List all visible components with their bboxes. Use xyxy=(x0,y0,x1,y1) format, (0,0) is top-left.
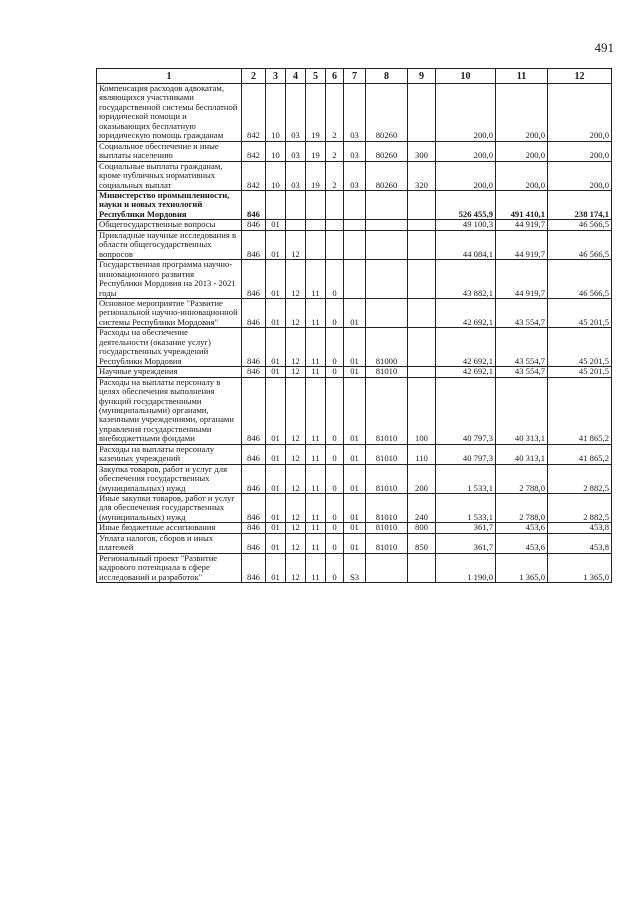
value-cell: 01 xyxy=(344,464,366,493)
row-name-cell: Социальное обеспечение и иные выплаты населению xyxy=(97,141,242,161)
value-cell: 526 455,9 xyxy=(436,190,496,219)
value-cell: 240 xyxy=(408,494,436,523)
value-cell: 846 xyxy=(242,533,266,553)
value-cell: 842 xyxy=(242,84,266,142)
value-cell: 44 084,1 xyxy=(436,230,496,259)
value-cell: 0 xyxy=(326,523,344,533)
value-cell: 0 xyxy=(326,298,344,327)
column-header: 7 xyxy=(344,69,366,84)
value-cell: 81010 xyxy=(366,444,408,464)
value-cell: 300 xyxy=(408,141,436,161)
value-cell xyxy=(408,260,436,299)
value-cell: 11 xyxy=(306,533,326,553)
value-cell: 10 xyxy=(266,161,286,190)
value-cell: 01 xyxy=(344,494,366,523)
value-cell: 01 xyxy=(344,444,366,464)
value-cell xyxy=(306,220,326,230)
table-row xyxy=(97,494,612,523)
value-cell: 42 692,1 xyxy=(436,367,496,377)
value-cell: 200,0 xyxy=(548,161,612,190)
value-cell xyxy=(286,220,306,230)
value-cell: 03 xyxy=(344,84,366,142)
value-cell xyxy=(366,260,408,299)
value-cell: 01 xyxy=(266,230,286,259)
value-cell: 44 919,7 xyxy=(496,220,548,230)
value-cell: 19 xyxy=(306,161,326,190)
value-cell: 19 xyxy=(306,141,326,161)
value-cell: 846 xyxy=(242,523,266,533)
table-row xyxy=(97,260,612,299)
value-cell xyxy=(408,298,436,327)
column-header: 8 xyxy=(366,69,408,84)
column-header: 6 xyxy=(326,69,344,84)
value-cell: 846 xyxy=(242,553,266,582)
page-number: 491 xyxy=(594,40,614,55)
column-header: 10 xyxy=(436,69,496,84)
value-cell: 12 xyxy=(286,494,306,523)
value-cell: 100 xyxy=(408,377,436,444)
value-cell: 12 xyxy=(286,523,306,533)
row-name-cell: Иные закупки товаров, работ и услуг для обеспечения государственных (муниципальных) нужд xyxy=(97,494,242,523)
value-cell: 846 xyxy=(242,367,266,377)
value-cell xyxy=(344,220,366,230)
value-cell: 110 xyxy=(408,444,436,464)
value-cell: 42 692,1 xyxy=(436,328,496,367)
value-cell: 01 xyxy=(266,298,286,327)
value-cell: 846 xyxy=(242,260,266,299)
value-cell: 46 566,5 xyxy=(548,260,612,299)
value-cell: 842 xyxy=(242,161,266,190)
value-cell: 12 xyxy=(286,328,306,367)
column-header: 12 xyxy=(548,69,612,84)
row-name-cell: Иные бюджетные ассигнования xyxy=(97,523,242,533)
value-cell: 01 xyxy=(344,533,366,553)
value-cell xyxy=(326,220,344,230)
value-cell: 12 xyxy=(286,260,306,299)
value-cell: 200,0 xyxy=(496,84,548,142)
value-cell: 0 xyxy=(326,377,344,444)
value-cell: 45 201,5 xyxy=(548,328,612,367)
value-cell: 800 xyxy=(408,523,436,533)
value-cell: 846 xyxy=(242,377,266,444)
value-cell: 2 882,5 xyxy=(548,464,612,493)
value-cell: 12 xyxy=(286,553,306,582)
value-cell xyxy=(306,190,326,219)
value-cell: 361,7 xyxy=(436,523,496,533)
value-cell: 19 xyxy=(306,84,326,142)
value-cell xyxy=(366,230,408,259)
value-cell: 453,8 xyxy=(548,523,612,533)
value-cell: 846 xyxy=(242,494,266,523)
value-cell: 846 xyxy=(242,464,266,493)
value-cell xyxy=(366,190,408,219)
value-cell xyxy=(408,190,436,219)
value-cell: 11 xyxy=(306,464,326,493)
value-cell: 01 xyxy=(344,523,366,533)
value-cell xyxy=(366,220,408,230)
value-cell: 41 865,2 xyxy=(548,377,612,444)
value-cell: 2 788,0 xyxy=(496,494,548,523)
column-header: 3 xyxy=(266,69,286,84)
value-cell: 2 xyxy=(326,141,344,161)
table-row xyxy=(97,84,612,142)
table-row xyxy=(97,230,612,259)
value-cell: 11 xyxy=(306,260,326,299)
value-cell xyxy=(366,553,408,582)
value-cell: 200,0 xyxy=(496,141,548,161)
value-cell: 0 xyxy=(326,367,344,377)
value-cell: 11 xyxy=(306,553,326,582)
value-cell: 12 xyxy=(286,367,306,377)
value-cell: 44 919,7 xyxy=(496,230,548,259)
column-header: 1 xyxy=(97,69,242,84)
row-name-cell: Закупка товаров, работ и услуг для обеспечения государственных (муниципальных) нужд xyxy=(97,464,242,493)
value-cell: 846 xyxy=(242,444,266,464)
value-cell: 200,0 xyxy=(436,84,496,142)
value-cell: 43 554,7 xyxy=(496,328,548,367)
value-cell: 01 xyxy=(266,444,286,464)
value-cell xyxy=(326,190,344,219)
row-name-cell: Научные учреждения xyxy=(97,367,242,377)
value-cell: 491 410,1 xyxy=(496,190,548,219)
value-cell: 81010 xyxy=(366,533,408,553)
value-cell: 81000 xyxy=(366,328,408,367)
value-cell: 846 xyxy=(242,298,266,327)
value-cell: 01 xyxy=(344,298,366,327)
row-name-cell: Государственная программа научно-инновационного развития Республики Мордовия на 2013 - 2021 годы xyxy=(97,260,242,299)
column-header: 9 xyxy=(408,69,436,84)
value-cell xyxy=(326,230,344,259)
value-cell: 12 xyxy=(286,533,306,553)
row-name-cell: Министерство промышленности, науки и новых технологий Республики Мордовия xyxy=(97,190,242,219)
column-header: 2 xyxy=(242,69,266,84)
table-row xyxy=(97,190,612,219)
value-cell xyxy=(266,190,286,219)
value-cell: 80260 xyxy=(366,84,408,142)
row-name-cell: Общегосударственные вопросы xyxy=(97,220,242,230)
value-cell xyxy=(344,190,366,219)
value-cell: 846 xyxy=(242,190,266,219)
value-cell: 45 201,5 xyxy=(548,367,612,377)
table-row xyxy=(97,444,612,464)
table-row xyxy=(97,141,612,161)
value-cell: 03 xyxy=(344,141,366,161)
value-cell: 01 xyxy=(266,260,286,299)
value-cell xyxy=(408,328,436,367)
table-row xyxy=(97,367,612,377)
value-cell: 0 xyxy=(326,444,344,464)
value-cell: 0 xyxy=(326,328,344,367)
value-cell: 200 xyxy=(408,464,436,493)
value-cell: 44 919,7 xyxy=(496,260,548,299)
value-cell: 46 566,5 xyxy=(548,220,612,230)
value-cell: 01 xyxy=(266,494,286,523)
value-cell: 81010 xyxy=(366,377,408,444)
value-cell: 842 xyxy=(242,141,266,161)
value-cell: 846 xyxy=(242,220,266,230)
value-cell: 12 xyxy=(286,377,306,444)
row-name-cell: Расходы на выплаты персоналу в целях обеспечения выполнения функций государственными (муниципальными) органами, казенными учреждениями, органами управления государственными внебюджетными фондами xyxy=(97,377,242,444)
value-cell: 0 xyxy=(326,553,344,582)
value-cell: 49 100,3 xyxy=(436,220,496,230)
value-cell: 453,6 xyxy=(496,523,548,533)
table-body xyxy=(97,84,612,583)
budget-table xyxy=(96,68,612,583)
table-row xyxy=(97,377,612,444)
value-cell: 81010 xyxy=(366,523,408,533)
value-cell xyxy=(408,367,436,377)
value-cell: 43 882,1 xyxy=(436,260,496,299)
value-cell: 03 xyxy=(344,161,366,190)
table-row xyxy=(97,464,612,493)
value-cell: 200,0 xyxy=(496,161,548,190)
table-row xyxy=(97,533,612,553)
value-cell: 12 xyxy=(286,298,306,327)
value-cell: 2 xyxy=(326,84,344,142)
value-cell: 80260 xyxy=(366,161,408,190)
value-cell: 01 xyxy=(266,220,286,230)
value-cell xyxy=(306,230,326,259)
value-cell xyxy=(408,84,436,142)
table-header-row xyxy=(97,69,612,84)
value-cell: 238 174,1 xyxy=(548,190,612,219)
value-cell: 200,0 xyxy=(436,141,496,161)
value-cell: 01 xyxy=(266,533,286,553)
value-cell: 11 xyxy=(306,523,326,533)
value-cell: 10 xyxy=(266,84,286,142)
value-cell: 01 xyxy=(266,464,286,493)
value-cell: 1 533,1 xyxy=(436,494,496,523)
value-cell: 2 882,5 xyxy=(548,494,612,523)
value-cell: 12 xyxy=(286,444,306,464)
column-header: 11 xyxy=(496,69,548,84)
value-cell: 01 xyxy=(344,367,366,377)
row-name-cell: Основное мероприятие "Развитие региональной научно-инновационной системы Республики Мордовия" xyxy=(97,298,242,327)
value-cell xyxy=(408,553,436,582)
value-cell: 80260 xyxy=(366,141,408,161)
column-header: 4 xyxy=(286,69,306,84)
column-header: 5 xyxy=(306,69,326,84)
value-cell: 2 788,0 xyxy=(496,464,548,493)
value-cell: 03 xyxy=(286,161,306,190)
value-cell: 43 554,7 xyxy=(496,367,548,377)
value-cell: 11 xyxy=(306,367,326,377)
value-cell: 1 190,0 xyxy=(436,553,496,582)
value-cell xyxy=(286,190,306,219)
table-row xyxy=(97,220,612,230)
value-cell: 850 xyxy=(408,533,436,553)
value-cell: 01 xyxy=(344,328,366,367)
row-name-cell: Прикладные научные исследования в области общегосударственных вопросов xyxy=(97,230,242,259)
value-cell xyxy=(366,298,408,327)
value-cell: 40 797,3 xyxy=(436,444,496,464)
value-cell: 41 865,2 xyxy=(548,444,612,464)
value-cell: 01 xyxy=(266,377,286,444)
value-cell: 453,8 xyxy=(548,533,612,553)
value-cell: 846 xyxy=(242,328,266,367)
value-cell: 320 xyxy=(408,161,436,190)
value-cell: 43 554,7 xyxy=(496,298,548,327)
row-name-cell: Расходы на обеспечение деятельности (оказание услуг) государственных учреждений Республики Мордовия xyxy=(97,328,242,367)
value-cell: 846 xyxy=(242,230,266,259)
value-cell: 11 xyxy=(306,298,326,327)
value-cell: 40 313,1 xyxy=(496,444,548,464)
value-cell: 0 xyxy=(326,494,344,523)
value-cell: 453,6 xyxy=(496,533,548,553)
value-cell: 01 xyxy=(266,367,286,377)
value-cell xyxy=(408,220,436,230)
row-name-cell: Уплата налогов, сборов и иных платежей xyxy=(97,533,242,553)
value-cell: 01 xyxy=(344,377,366,444)
value-cell: S3 xyxy=(344,553,366,582)
value-cell: 12 xyxy=(286,464,306,493)
table-row xyxy=(97,298,612,327)
row-name-cell: Региональный проект "Развитие кадрового потенциала в сфере исследований и разработок" xyxy=(97,553,242,582)
value-cell xyxy=(344,230,366,259)
value-cell: 200,0 xyxy=(548,141,612,161)
value-cell: 361,7 xyxy=(436,533,496,553)
value-cell: 11 xyxy=(306,444,326,464)
value-cell: 200,0 xyxy=(436,161,496,190)
value-cell: 81010 xyxy=(366,464,408,493)
table-row xyxy=(97,553,612,582)
value-cell: 1 365,0 xyxy=(548,553,612,582)
value-cell: 81010 xyxy=(366,367,408,377)
value-cell xyxy=(408,230,436,259)
value-cell: 42 692,1 xyxy=(436,298,496,327)
row-name-cell: Расходы на выплаты персоналу казенных учреждений xyxy=(97,444,242,464)
value-cell: 81010 xyxy=(366,494,408,523)
value-cell: 0 xyxy=(326,260,344,299)
value-cell: 46 566,5 xyxy=(548,230,612,259)
value-cell: 11 xyxy=(306,328,326,367)
value-cell: 10 xyxy=(266,141,286,161)
value-cell: 2 xyxy=(326,161,344,190)
value-cell: 12 xyxy=(286,230,306,259)
value-cell: 11 xyxy=(306,377,326,444)
table-row xyxy=(97,523,612,533)
value-cell: 01 xyxy=(266,553,286,582)
value-cell: 03 xyxy=(286,141,306,161)
value-cell: 1 365,0 xyxy=(496,553,548,582)
value-cell xyxy=(344,260,366,299)
value-cell: 0 xyxy=(326,464,344,493)
value-cell: 1 533,1 xyxy=(436,464,496,493)
value-cell: 01 xyxy=(266,523,286,533)
table-row xyxy=(97,328,612,367)
value-cell: 01 xyxy=(266,328,286,367)
value-cell: 40 797,3 xyxy=(436,377,496,444)
value-cell: 0 xyxy=(326,533,344,553)
table-row xyxy=(97,161,612,190)
value-cell: 03 xyxy=(286,84,306,142)
row-name-cell: Социальные выплаты гражданам, кроме публичных нормативных социальных выплат xyxy=(97,161,242,190)
value-cell: 200,0 xyxy=(548,84,612,142)
row-name-cell: Компенсация расходов адвокатам, являющихся участниками государственной системы бесплатной юридической помощи и оказывающих бесплатную юридическую помощь гражданам xyxy=(97,84,242,142)
value-cell: 11 xyxy=(306,494,326,523)
value-cell: 45 201,5 xyxy=(548,298,612,327)
value-cell: 40 313,1 xyxy=(496,377,548,444)
